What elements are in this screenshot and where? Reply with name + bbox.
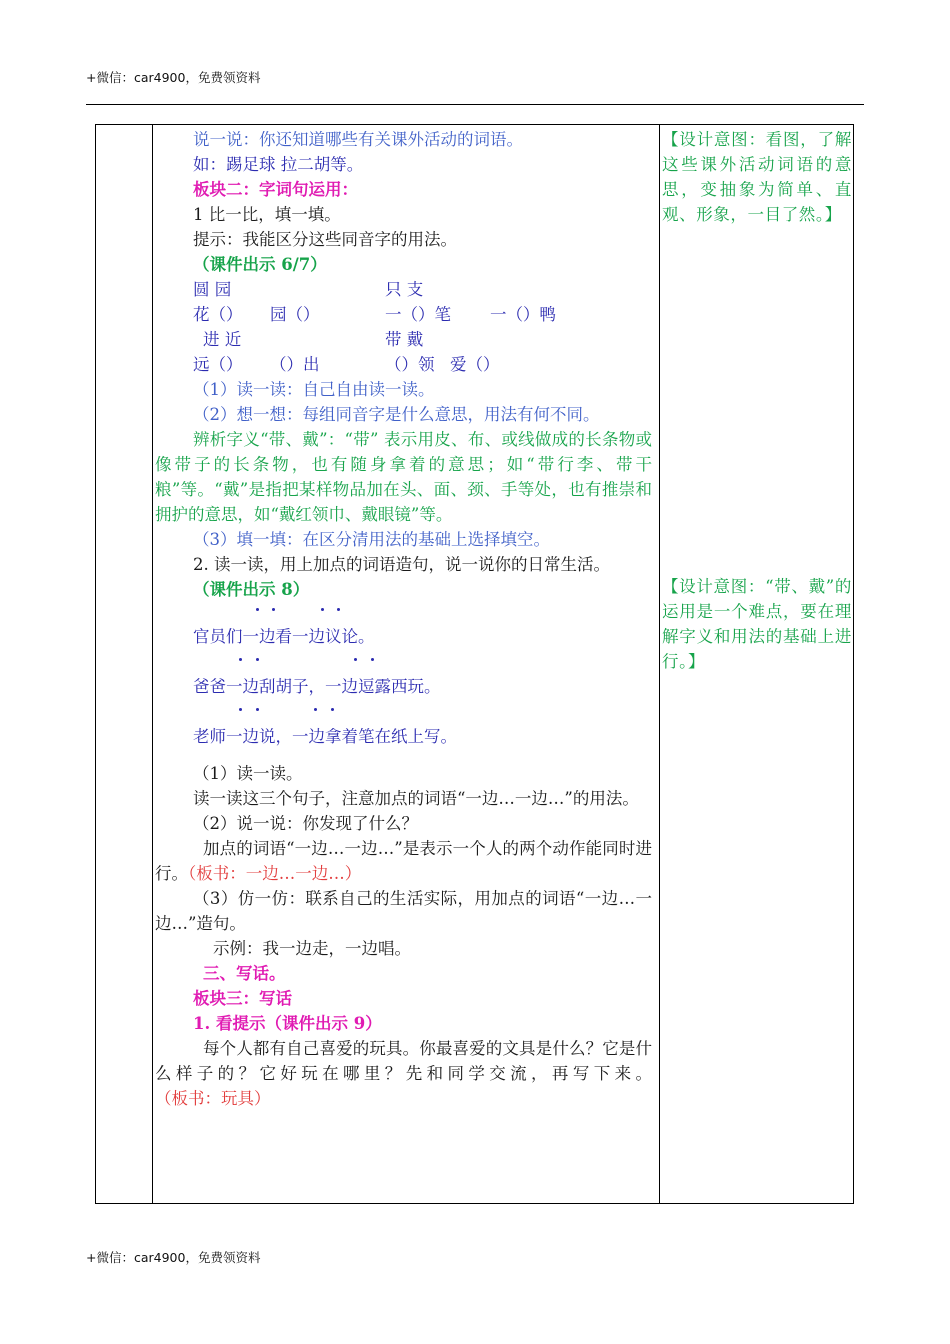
courseware-note-1: （课件出示 6/7） [193,255,327,274]
writing-prompt [155,1036,652,1111]
example-line: 如：踢足球 拉二胡等。 [193,155,364,174]
say-prompt: 说一说：你还知道哪些有关课外活动的词语。 [193,130,523,149]
homophone-row-2 [155,302,652,327]
blank-ya: 一（）鸭 [490,305,556,324]
emphasis-dot [256,608,259,611]
step-read: （1）读一读：自己自由读一读。 [193,380,435,399]
blank-yuan: 园（） [270,305,320,324]
courseware-note-2: （课件出示 8） [193,580,310,599]
sentence-text: 爸爸一边刮胡子，一边逗露西玩。 [193,677,441,696]
read-instructions: 读一读这三个句子，注意加点的词语“一边…一边…”的用法。 [193,789,639,808]
column-divider-2 [659,124,660,1204]
example-sentence: 示例：我一边走，一边唱。 [213,939,411,958]
example-sentence-1 [155,602,652,652]
design-note-2: 【设计意图：“带、戴”的运用是一个难点，要在理解字义和用法的基础上进行。】 [662,577,852,671]
design-intent-column [662,127,852,671]
explanation [155,836,652,886]
emphasis-dot [239,658,242,661]
header-rule [86,104,864,105]
step-fill: （3）填一填：在区分清用法的基础上选择填空。 [193,530,550,549]
blackboard-note-1: （板书：一边…一边…） [188,864,362,883]
homophone-row-4 [155,352,652,377]
teaching-process-column [155,127,652,1111]
task-read-sentences: 2. 读一读，用上加点的词语造句，说一说你的日常生活。 [193,555,610,574]
sentence-text: 官员们一边看一边议论。 [193,627,375,646]
blank-ling: （）领 [385,355,435,374]
emphasis-dot [321,608,324,611]
emphasis-dot [331,708,334,711]
emphasis-dot [337,608,340,611]
page-header: +微信：car4900，免费领资料 [86,70,261,85]
pair-zhi: 只 支 [385,280,424,299]
blank-bi: 一（）笔 [385,305,451,324]
step-read-2: （1）读一读。 [193,764,303,783]
pair-jin: 进 近 [203,330,242,349]
page-footer: +微信：car4900，免费领资料 [86,1250,261,1265]
blackboard-note-2: （板书：玩具） [155,1089,271,1108]
blank-chu: （）出 [270,355,320,374]
blank-yuan2: 远（） [193,355,243,374]
hint-line: 提示：我能区分这些同音字的用法。 [193,230,457,249]
emphasis-dot [354,658,357,661]
emphasis-dot [371,658,374,661]
blank-hua: 花（） [193,305,243,324]
step-say: （2）说一说：你发现了什么？ [193,814,418,833]
blank-ai: 爱（） [450,355,500,374]
homophone-row-3 [155,327,652,352]
example-sentence-2 [155,652,652,702]
pair-dai: 带 戴 [385,330,424,349]
homophone-row-1 [155,277,652,302]
step-think: （2）想一想：每组同音字是什么意思，用法有何不同。 [193,405,600,424]
emphasis-dot [272,608,275,611]
design-note-1: 【设计意图：看图，了解这些课外活动词语的意思，变抽象为简单、直观、形象，一目了然。】 [662,130,852,224]
meaning-analysis: 辨析字义“带、戴”：“带” 表示用皮、布、或线做成的长条物或像带子的长条物，也有随身拿着的意思；如“带行李、带干粮”等。“戴”是指把某样物品加在头、面、颈、手等处，也有推崇和拥护的意思，如“戴红领巾、戴眼镜”等。 [155,430,652,524]
part-three-heading: 三、写话。 [203,964,286,983]
emphasis-dot [256,658,259,661]
emphasis-dot [256,708,259,711]
section-heading-3: 板块三：写话 [193,989,292,1008]
look-at-hint: 1. 看提示（课件出示 9） [193,1014,382,1033]
step-imitate: （3）仿一仿：联系自己的生活实际，用加点的词语“一边…一边…”造句。 [155,889,652,933]
emphasis-dot [239,708,242,711]
example-sentence-3 [155,702,652,752]
column-divider-1 [152,124,153,1204]
pair-yuan: 圆 园 [193,280,232,299]
writing-prompt-text: 每个人都有自己喜爱的玩具。你最喜爱的文具是什么？它是什么样子的？它好玩在哪里？先和同学交流，再写下来。 [155,1039,652,1083]
sentence-text: 老师一边说，一边拿着笔在纸上写。 [193,727,457,746]
emphasis-dot [314,708,317,711]
section-heading-2: 板块二：字词句运用： [193,180,358,199]
task-compare: 1 比一比，填一填。 [193,205,341,224]
explanation-text: 加点的词语“一边…一边…”是表示一个人的两个动作能同时进行。 [155,839,652,883]
